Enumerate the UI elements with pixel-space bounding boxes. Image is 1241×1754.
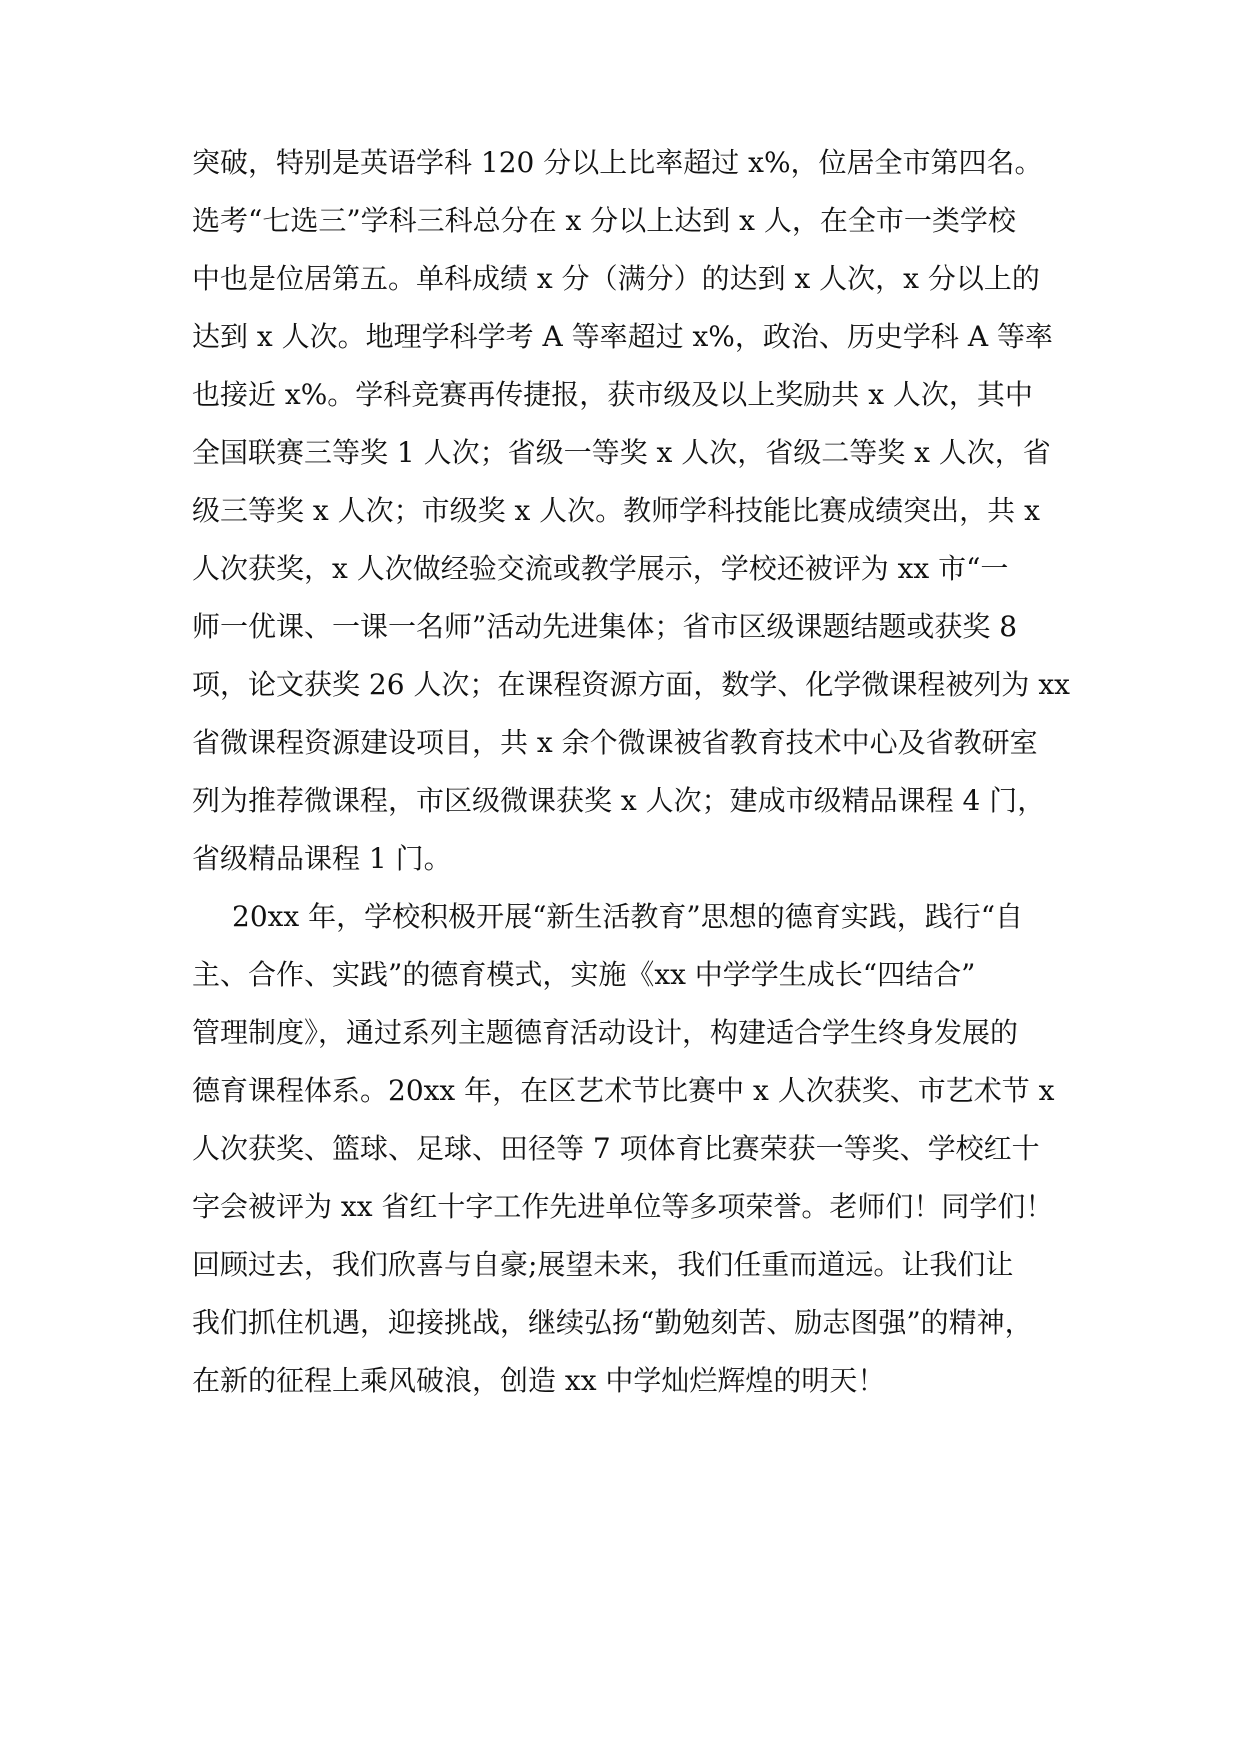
text-line: 回顾过去，我们欣喜与自豪;展望未来，我们任重而道远。让我们让 bbox=[192, 1248, 1014, 1281]
text-line: 全国联赛三等奖 1 人次；省级一等奖 x 人次，省级二等奖 x 人次，省 bbox=[192, 436, 1051, 469]
text-line: 列为推荐微课程，市区级微课获奖 x 人次；建成市级精品课程 4 门， bbox=[192, 784, 1046, 817]
text-line: 省微课程资源建设项目，共 x 余个微课被省教育技术中心及省教研室 bbox=[192, 726, 1038, 759]
text-line: 人次获奖、篮球、足球、田径等 7 项体育比赛荣获一等奖、学校红十 bbox=[192, 1132, 1040, 1165]
text-line: 师一优课、一课一名师”活动先进集体；省市区级课题结题或获奖 8 bbox=[192, 610, 1018, 643]
text-line: 在新的征程上乘风破浪，创造 xx 中学灿烂辉煌的明天！ bbox=[192, 1364, 886, 1397]
text-line: 项，论文获奖 26 人次；在课程资源方面，数学、化学微课程被列为 xx bbox=[192, 668, 1070, 701]
paragraph-first-line: 20xx 年，学校积极开展“新生活教育”思想的德育实践，践行“自 bbox=[232, 900, 1024, 933]
text-line: 级三等奖 x 人次；市级奖 x 人次。教师学科技能比赛成绩突出，共 x bbox=[192, 494, 1040, 527]
text-line: 主、合作、实践”的德育模式，实施《xx 中学学生成长“四结合” bbox=[192, 958, 976, 991]
text-line: 字会被评为 xx 省红十字工作先进单位等多项荣誉。老师们！同学们！ bbox=[192, 1190, 1054, 1223]
text-line: 中也是位居第五。单科成绩 x 分（满分）的达到 x 人次，x 分以上的 bbox=[192, 262, 1040, 295]
text-line: 选考“七选三”学科三科总分在 x 分以上达到 x 人，在全市一类学校 bbox=[192, 204, 1016, 237]
text-line: 人次获奖，x 人次做经验交流或教学展示，学校还被评为 xx 市“一 bbox=[192, 552, 1009, 585]
text-line: 我们抓住机遇，迎接挑战，继续弘扬“勤勉刻苦、励志图强”的精神， bbox=[192, 1306, 1033, 1339]
text-line: 省级精品课程 1 门。 bbox=[192, 842, 452, 875]
text-line: 也接近 x%。学科竞赛再传捷报，获市级及以上奖励共 x 人次，其中 bbox=[192, 378, 1033, 411]
text-line: 突破，特别是英语学科 120 分以上比率超过 x%，位居全市第四名。 bbox=[192, 146, 1043, 179]
text-line: 管理制度》，通过系列主题德育活动设计，构建适合学生终身发展的 bbox=[192, 1016, 1019, 1049]
text-line: 德育课程体系。20xx 年，在区艺术节比赛中 x 人次获奖、市艺术节 x bbox=[192, 1074, 1055, 1107]
text-line: 达到 x 人次。地理学科学考 A 等率超过 x%，政治、历史学科 A 等率 bbox=[192, 320, 1053, 353]
